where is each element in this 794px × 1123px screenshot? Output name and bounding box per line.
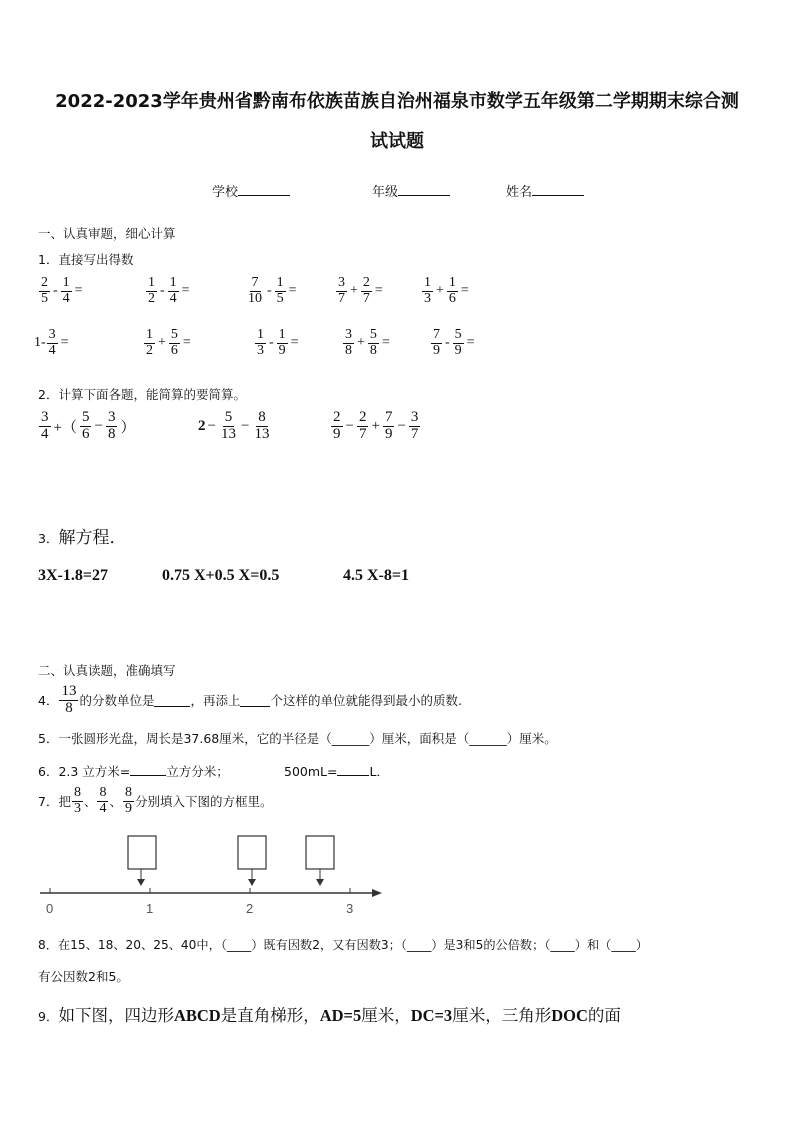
q4-blank-2[interactable] xyxy=(240,694,270,707)
number-line-figure xyxy=(36,832,386,918)
tick-label-3: 3 xyxy=(346,901,354,916)
tick-label-1: 1 xyxy=(146,901,154,916)
answer-box-2[interactable] xyxy=(238,836,266,869)
q1-item-7: $\frac{1}{2}$ + $\frac{5}{6}$ = xyxy=(146,327,191,358)
number-line-arrow xyxy=(372,889,382,897)
answer-box-3[interactable] xyxy=(306,836,334,869)
name-field xyxy=(506,181,584,200)
q1-item-1: $\frac{2}{5}$ - $\frac{1}{4}$ = xyxy=(41,275,83,306)
q2-expr-1: $\frac{3}{4}$ +（ $\frac{5}{6}$ − $\frac{3}{8}$ ） xyxy=(41,409,136,442)
q1-label: 1．直接写出得数 xyxy=(38,252,134,267)
section-1-heading: 一、认真审题，细心计算 xyxy=(38,226,176,241)
q1-item-9: $\frac{3}{8}$ + $\frac{5}{8}$ = xyxy=(345,327,390,358)
title-line-2: 试试题 xyxy=(370,131,424,152)
name-label: 姓名 xyxy=(506,185,533,200)
q6-blank-2[interactable] xyxy=(337,763,369,776)
q1-item-4: $\frac{3}{7}$ + $\frac{2}{7}$ = xyxy=(338,275,383,306)
q2-expr-2: 2 − $\frac{5}{13}$ − $\frac{8}{13}$ xyxy=(198,409,270,442)
grade-field xyxy=(372,181,450,200)
q7: 7．把 $\frac{8}{3}$ 、 $\frac{8}{4}$ 、 $\frac{8}{9}$ 分别填入下图的方框里。 xyxy=(38,785,273,816)
section-2-heading: 二、认真读题，准确填写 xyxy=(38,663,176,678)
q1-item-10: $\frac{7}{9}$ - $\frac{5}{9}$ = xyxy=(433,327,475,358)
q6-blank-1[interactable] xyxy=(130,763,166,776)
school-blank[interactable] xyxy=(238,183,290,196)
q1-item-6: 1- $\frac{3}{4}$ = xyxy=(34,327,69,358)
q3-equation-3: 4.5 X-8=1 xyxy=(343,567,409,584)
q1-item-5: $\frac{1}{3}$ + $\frac{1}{6}$ = xyxy=(424,275,469,306)
box-3-arrowhead xyxy=(316,879,324,886)
q9: 9．如下图，四边形ABCD是直角梯形，AD=5厘米，DC=3厘米，三角形DOC的面 xyxy=(38,1006,621,1025)
q3-equation-1: 3X-1.8=27 xyxy=(38,567,108,584)
q5: 5．一张圆形光盘，周长是37.68厘米，它的半径是（______）厘米，面积是（______）厘米。 xyxy=(38,731,557,746)
q4-blank-1[interactable] xyxy=(154,694,190,707)
tick-label-2: 2 xyxy=(246,901,254,916)
school-field xyxy=(212,181,290,200)
q1-item-3: $\frac{7}{10}$ - $\frac{1}{5}$ = xyxy=(248,275,297,306)
q1-item-8: $\frac{1}{3}$ - $\frac{1}{9}$ = xyxy=(257,327,299,358)
q6-part-2: 500mL= L． xyxy=(284,764,389,779)
school-label: 学校 xyxy=(212,185,239,200)
q6: 6．2.3 立方米= 立方分米； xyxy=(38,764,229,779)
q1-item-2: $\frac{1}{2}$ - $\frac{1}{4}$ = xyxy=(148,275,190,306)
name-blank[interactable] xyxy=(532,183,584,196)
q2-expr-3: $\frac{2}{9}$ − $\frac{2}{7}$ + $\frac{7}{9}$ − $\frac{3}{7}$ xyxy=(333,409,419,442)
title-line-1: 2022-2023学年贵州省黔南布依族苗族自治州福泉市数学五年级第二学期期末综合测 xyxy=(55,91,739,112)
q8-line-2: 有公因数2和5。 xyxy=(38,969,129,984)
grade-blank[interactable] xyxy=(398,183,450,196)
tick-label-0: 0 xyxy=(46,901,54,916)
grade-label: 年级 xyxy=(372,185,399,200)
box-2-arrowhead xyxy=(248,879,256,886)
q2-label: 2．计算下面各题，能简算的要简算。 xyxy=(38,387,246,402)
answer-box-1[interactable] xyxy=(128,836,156,869)
q3-heading: 3．解方程． xyxy=(38,528,127,548)
box-1-arrowhead xyxy=(137,879,145,886)
q4: 4． $\frac{13}{8}$ 的分数单位是 ，再添上 个这样的单位就能得到最小的质数. xyxy=(38,683,462,716)
q8-line-1: 8．在15、18、20、25、40中，（____）既有因数2，又有因数3；（____）是3和5的公倍数；（____）和（____） xyxy=(38,938,648,952)
q3-equation-2: 0.75 X+0.5 X=0.5 xyxy=(162,567,280,584)
